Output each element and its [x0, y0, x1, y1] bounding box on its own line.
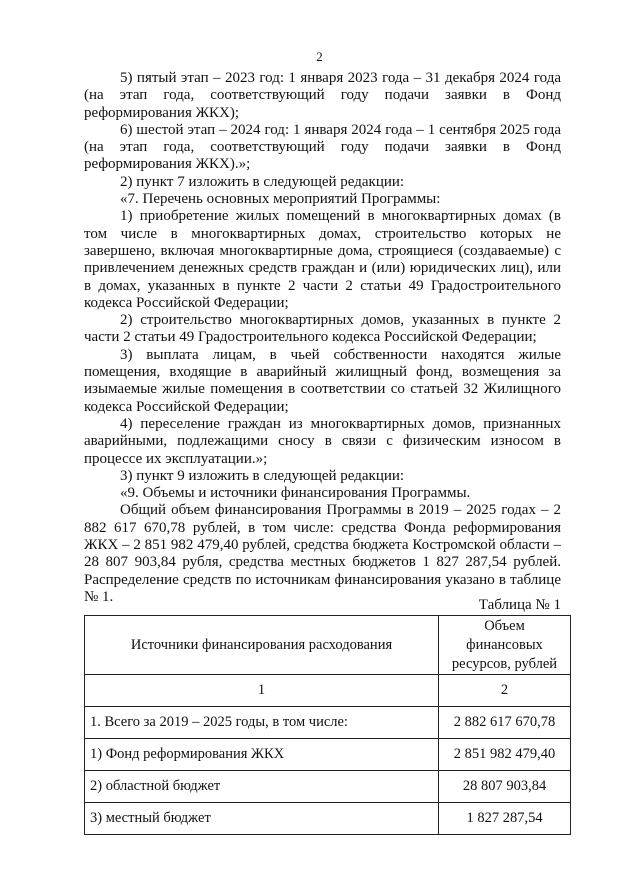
paragraph-item-7-title: «7. Перечень основных мероприятий Программы: — [120, 191, 441, 208]
row-source: 2) областной бюджет — [85, 771, 439, 803]
paragraph-measure-1: 1) приобретение жилых помещений в многоквартирных домах (в том числе в многоквартирных домах, строительство которых не завершено, включая многоквартирные дома, строящиеся (создаваемые) с привлечением денежных средств граждан и (или) юридических лиц), или в домах, указанных в пункте 2 части 2 статьи 49 Градостроительного кодекса Российской Федерации; — [84, 208, 561, 311]
row-amount: 2 851 982 479,40 — [439, 739, 571, 771]
page-number: 2 — [316, 49, 323, 64]
column-number-2: 2 — [439, 675, 571, 707]
row-source: 1. Всего за 2019 – 2025 годы, в том числе: — [85, 707, 439, 739]
paragraph-measure-2: 2) строительство многоквартирных домов, указанных в пункте 2 части 2 статьи 49 Градостроительного кодекса Российской Федерации; — [84, 312, 561, 346]
funding-table — [84, 615, 571, 835]
row-amount: 1 827 287,54 — [439, 803, 571, 835]
table-column-number-row — [85, 675, 571, 707]
paragraph-item-9-title: «9. Объемы и источники финансирования Программы. — [120, 485, 471, 502]
row-source: 1) Фонд реформирования ЖКХ — [85, 739, 439, 771]
header-sources: Источники финансирования расходования — [85, 616, 439, 675]
paragraph-measure-4: 4) переселение граждан из многоквартирных домов, признанных аварийными, подлежащими сносу в связи с физическим износом в процессе их эксплуатации.»; — [84, 415, 561, 467]
table-row — [85, 771, 571, 803]
table-row — [85, 739, 571, 771]
table-caption: Таблица № 1 — [478, 597, 561, 613]
document-body — [84, 70, 561, 606]
paragraph-item-9-intro: 3) пункт 9 изложить в следующей редакции: — [120, 467, 405, 484]
paragraph-item-7-intro: 2) пункт 7 изложить в следующей редакции: — [120, 173, 405, 190]
table-header-row — [85, 616, 571, 675]
row-source: 3) местный бюджет — [85, 803, 439, 835]
paragraph-funding-total: Общий объем финансирования Программы в 2019 – 2025 годах – 2 882 617 670,78 рублей, в том числе: средства Фонда реформирования ЖКХ – 2 851 982 479,40 рублей, средства бюджета Костромской области – 28 807 903,84 рубля, средства местных бюджетов 1 827 287,54 рублей. Распределение средств по источникам финансирования указано в таблице № 1. — [84, 502, 561, 605]
paragraph-stage-5: 5) пятый этап – 2023 год: 1 января 2023 года – 31 декабря 2024 года (на этап года, соответствующий году подачи заявки в Фонд реформирования ЖКХ); — [84, 70, 561, 121]
header-amount-line-1: Объем — [484, 617, 525, 634]
table-row — [85, 803, 571, 835]
paragraph-stage-6: 6) шестой этап – 2024 год: 1 января 2024 года – 1 сентября 2025 года (на этап года, соответствующий году подачи заявки в Фонд реформирования ЖКХ).»; — [84, 121, 561, 173]
header-amount-line-2: финансовых — [466, 636, 543, 653]
column-number-1: 1 — [85, 675, 439, 707]
table-row — [85, 707, 571, 739]
row-amount: 28 807 903,84 — [439, 771, 571, 803]
row-amount: 2 882 617 670,78 — [439, 707, 571, 739]
header-amount-line-3: ресурсов, рублей — [451, 655, 558, 672]
paragraph-measure-3: 3) выплата лицам, в чьей собственности находятся жилые помещения, входящие в аварийный жилищный фонд, возмещения за изымаемые жилые помещения в соответствии со статьей 32 Жилищного кодекса Российской Федерации; — [84, 346, 561, 415]
header-amount — [439, 616, 571, 675]
